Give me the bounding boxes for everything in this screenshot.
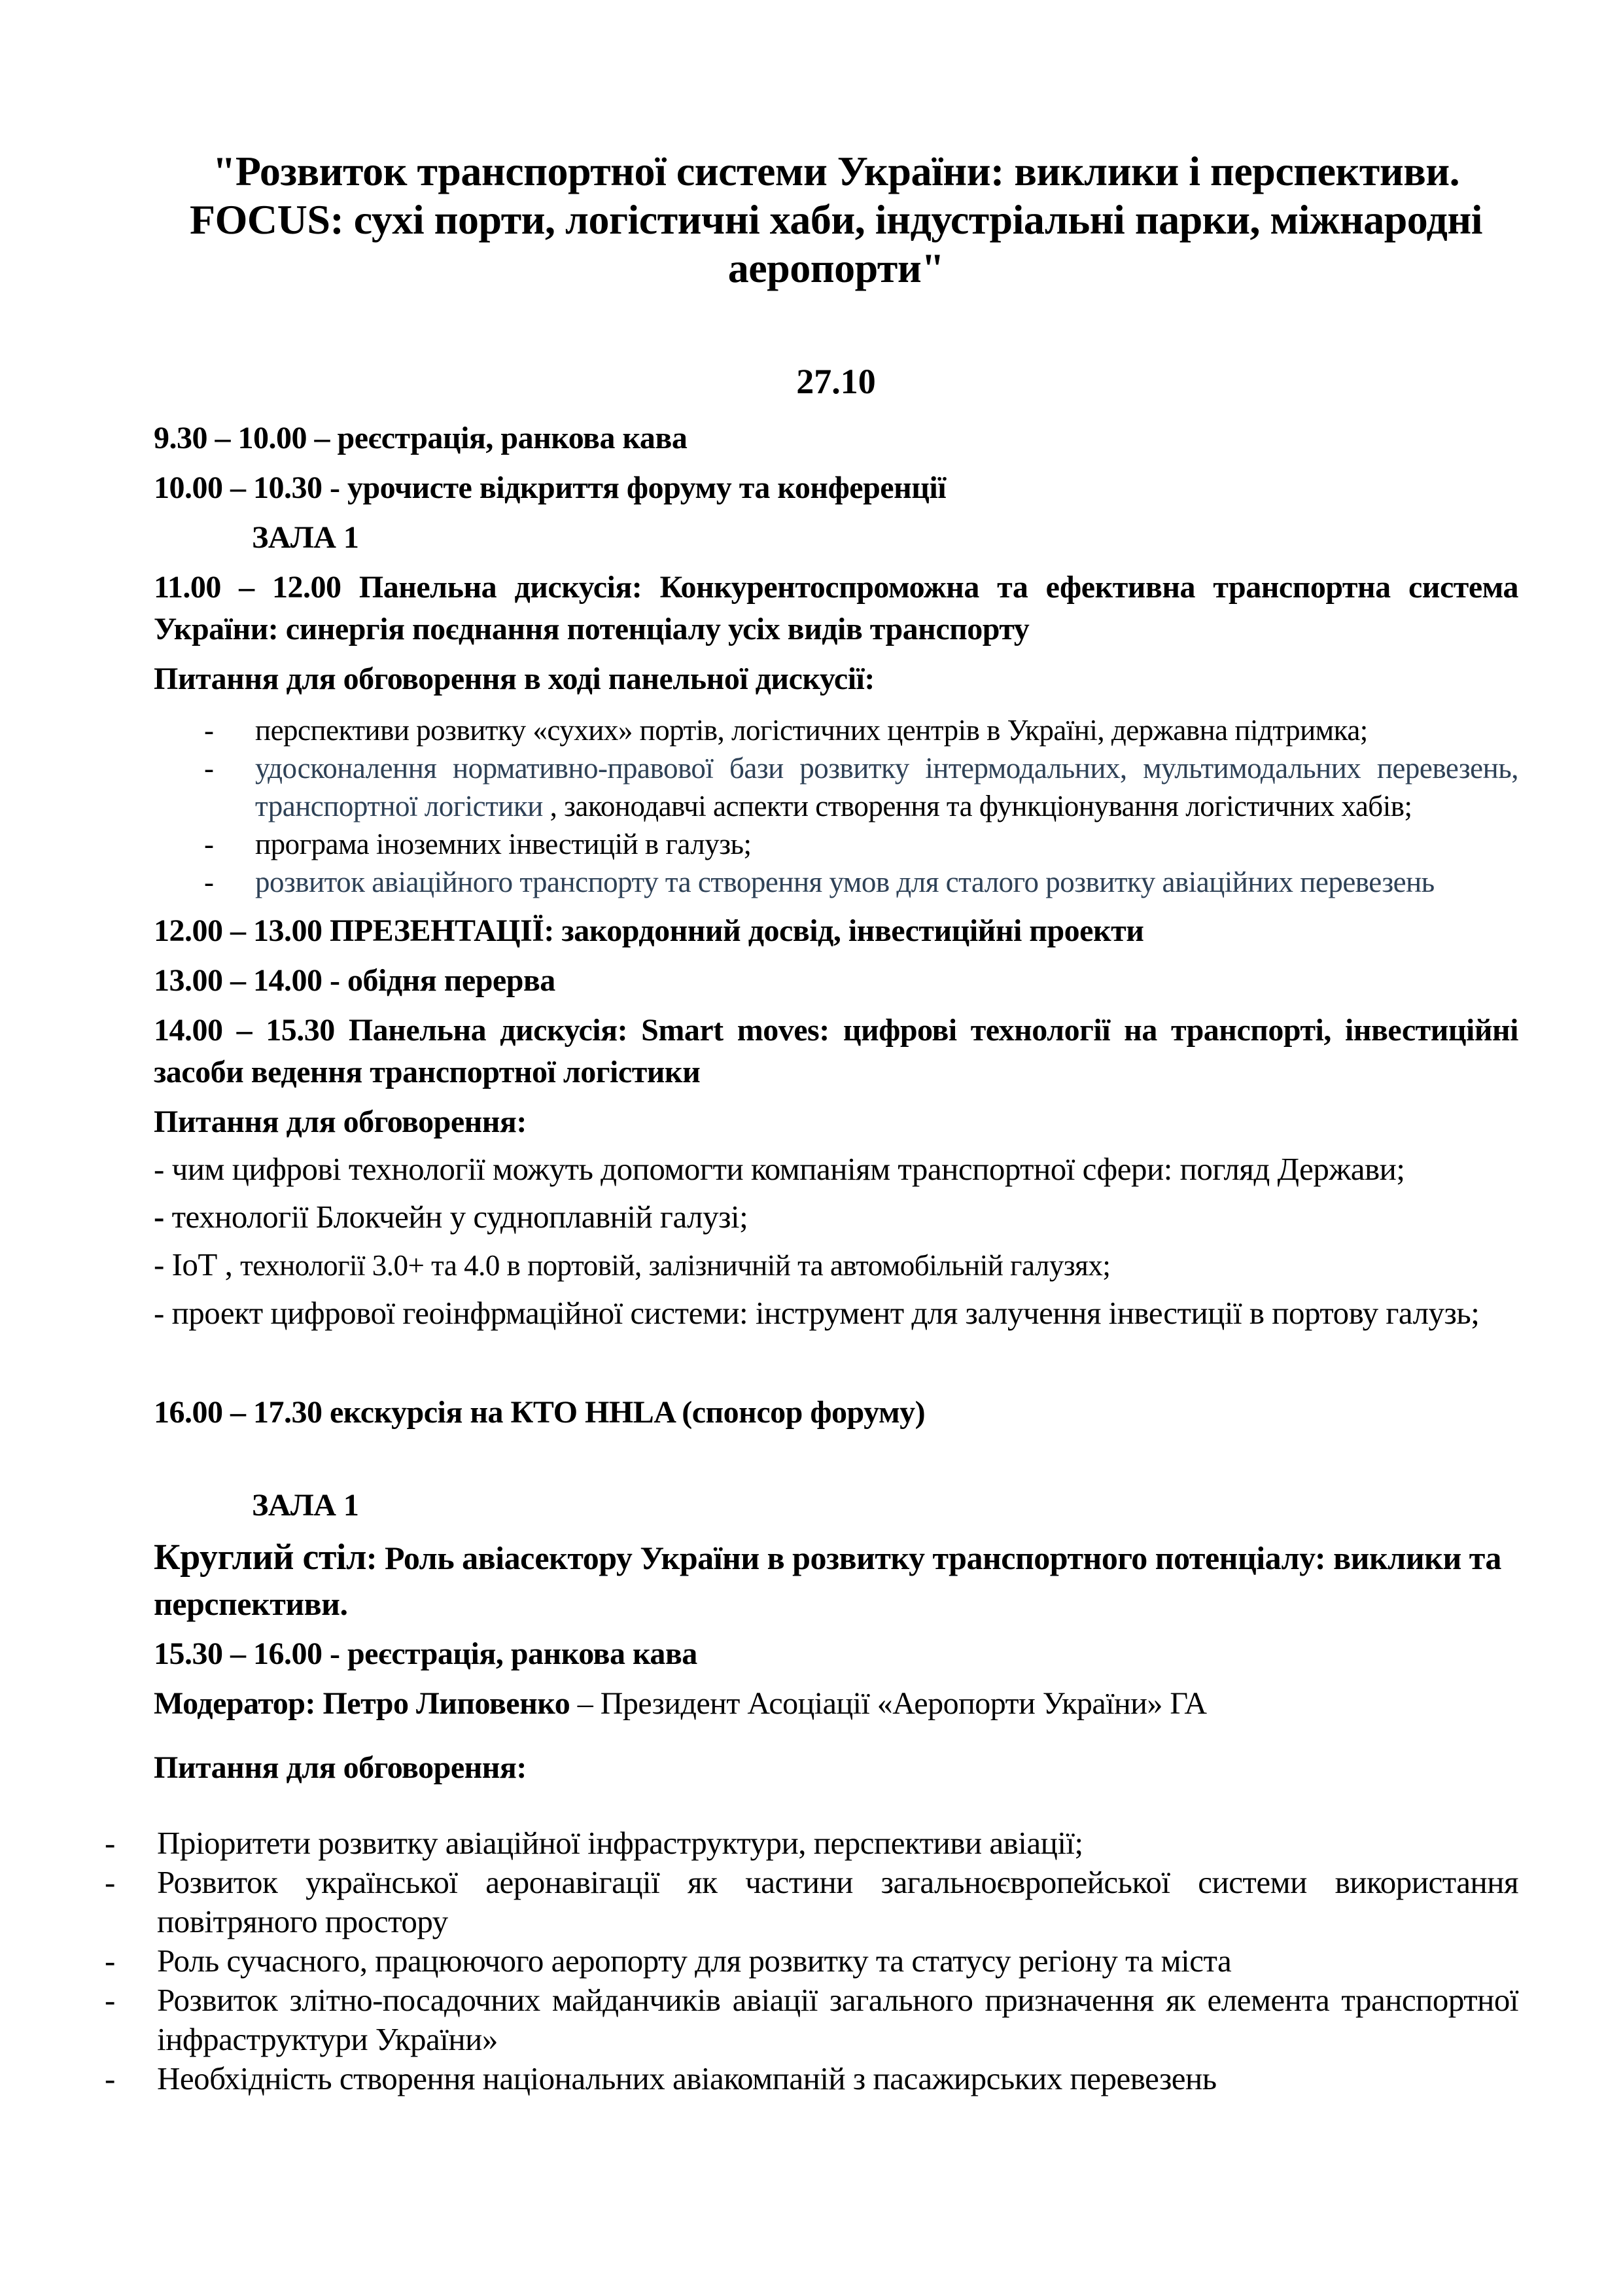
roundtable-lead: Круглий стіл: [154, 1537, 366, 1578]
schedule-item-panel-1: 11.00 – 12.00 Панельна дискусія: Конкурентоспроможна та ефективна транспортна система України: синергія поєднання потенціалу усіх видів транспорту: [154, 570, 1518, 646]
roundtable-heading: [154, 1534, 1518, 1627]
dash-bullet: -: [105, 1864, 115, 1900]
schedule-item-evening-registration: 15.30 – 16.00 - реєстрація, ранкова кава: [154, 1636, 697, 1671]
moderator-title: – Президент Асоціації «Аеропорти України» ГА: [570, 1686, 1207, 1721]
plain-text: - проект цифрової геоінфрмаційної системи: інструмент для залучення інвестиції в портову галузь;: [154, 1295, 1480, 1331]
list-item-text: [255, 711, 1518, 749]
dash-bullet: -: [105, 1943, 115, 1979]
list-item: [105, 2059, 1518, 2098]
list-item-text: [255, 749, 1518, 825]
list-item: [105, 1863, 1518, 1941]
discussion-heading-panel: Питання для обговорення в ході панельної дискусії:: [154, 662, 875, 696]
schedule-item-presentations: 12.00 – 13.00 ПРЕЗЕНТАЦІЇ: закордонний досвід, інвестиційні проекти: [154, 913, 1144, 948]
discussion-heading-smart: Питання для обговорення:: [154, 1104, 527, 1139]
highlighted-text-blue: удосконалення нормативно-правової бази розвитку інтермодальних, мультимодальних перевезень, транспортної логістики: [255, 752, 1518, 822]
schedule-item-opening: 10.00 – 10.30 - урочисте відкриття форуму та конференції: [154, 470, 947, 505]
dash-bullet: -: [105, 2060, 115, 2096]
date-heading: 27.10: [796, 362, 876, 401]
plain-text: перспективи розвитку «сухих» портів, логістичних центрів в Україні, державна підтримка;: [255, 714, 1368, 747]
panel-discussion-list: [154, 711, 1518, 901]
lead-text: - ІоТ ,: [154, 1246, 241, 1282]
moderator-line: [154, 1683, 1518, 1725]
list-item-text: Пріоритети розвитку авіаційної інфраструктури, перспективи авіації;: [157, 1825, 1083, 1861]
dash-bullet: -: [204, 752, 214, 785]
list-item: [154, 825, 1518, 863]
roundtable-rest: : Роль авіасектору України в розвитку транспортного потенціалу: виклики та перспективи.: [154, 1540, 1501, 1622]
list-item: [154, 711, 1518, 749]
list-item-text: Розвиток злітно-посадочних майданчиків авіації загального призначення як елемента транспортної інфраструктури України»: [157, 1982, 1518, 2057]
discussion-heading-avia: Питання для обговорення:: [154, 1750, 527, 1785]
list-item-text: Розвиток української аеронавігації як частини загальноєвропейської системи використання повітряного простору: [157, 1864, 1518, 1939]
smart-discussion-item: [154, 1246, 1518, 1284]
list-item: [154, 749, 1518, 825]
document-title: "Розвиток транспортної системи України: виклики і перспективи. FOCUS: сухі порти, логістичні хаби, індустріальні парки, міжнародні аеропорти": [190, 148, 1482, 291]
dash-bullet: -: [204, 828, 214, 860]
list-item-text: Необхідність створення національних авіакомпаній з пасажирських перевезень: [157, 2060, 1217, 2096]
dash-bullet: -: [105, 1825, 115, 1861]
plain-text: технології Блокчейн у судноплавній галузі;: [171, 1199, 748, 1235]
list-item: [105, 1941, 1518, 1981]
schedule-item-lunch: 13.00 – 14.00 - обідня перерва: [154, 963, 555, 998]
aviation-discussion-list: [105, 1824, 1518, 2098]
smart-discussion-item: [154, 1199, 1518, 1235]
plain-text: - чим цифрові технології можуть допомогти компаніям транспортної сфери: погляд Держави;: [154, 1151, 1405, 1187]
plain-text: програма іноземних інвестицій в галузь;: [255, 828, 752, 860]
bold-dash: -: [154, 1199, 172, 1235]
smart-discussion-item: [154, 1151, 1518, 1188]
list-item: [105, 1981, 1518, 2059]
smart-discussion-item: [154, 1295, 1518, 1332]
list-item-text: Роль сучасного, працюючого аеропорту для розвитку та статусу регіону та міста: [157, 1943, 1232, 1979]
list-item: [154, 863, 1518, 901]
dash-bullet: -: [105, 1982, 115, 2018]
moderator-name: Модератор: Петро Липовенко: [154, 1686, 570, 1721]
list-item-text: [255, 825, 1518, 863]
small-text: технології 3.0+ та 4.0 в портовій, залізничній та автомобільній галузях;: [240, 1249, 1111, 1282]
highlighted-text-blue: розвиток авіаційного транспорту та створення умов для сталого розвитку авіаційних перевезень: [255, 866, 1435, 898]
schedule-item-panel-2: 14.00 – 15.30 Панельна дискусія: Smart moves: цифрові технології на транспорті, інвестиційні засоби ведення транспортної логістики: [154, 1013, 1518, 1089]
plain-text: , законодавчі аспекти створення та функціонування логістичних хабів;: [550, 790, 1412, 822]
schedule-item-excursion: 16.00 – 17.30 екскурсія на КТО HHLA (спонсор форуму): [154, 1395, 926, 1430]
schedule-item-registration: 9.30 – 10.00 – реєстрація, ранкова кава: [154, 421, 688, 455]
hall-label: ЗАЛА 1: [252, 520, 359, 555]
dash-bullet: -: [204, 714, 214, 747]
list-item: [105, 1824, 1518, 1863]
hall-label: ЗАЛА 1: [252, 1488, 359, 1523]
list-item-text: [255, 863, 1518, 901]
dash-bullet: -: [204, 866, 214, 898]
